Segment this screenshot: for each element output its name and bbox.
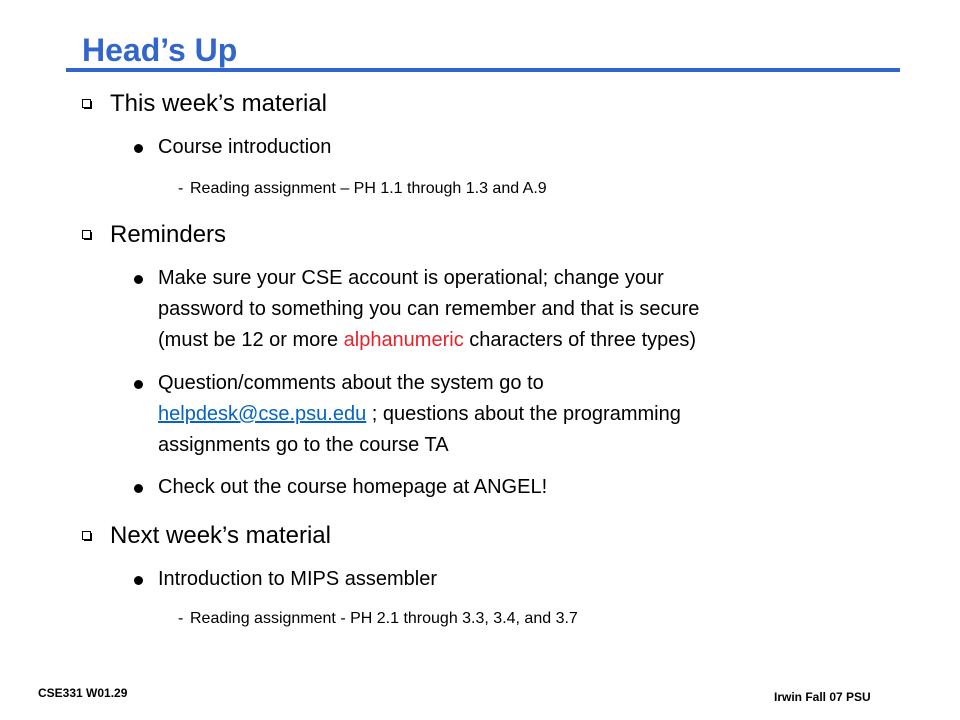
text-span: ; questions about the programming (366, 403, 681, 425)
section-heading: Next week’s material (110, 522, 331, 549)
bullet-text: Reading assignment – PH 1.1 through 1.3 and A.9 (190, 180, 547, 197)
round-bullet-icon (134, 576, 143, 585)
text-line: Question/comments about the system go to (158, 372, 544, 394)
text-line: assignments go to the course TA (158, 434, 449, 456)
square-bullet-icon (82, 230, 92, 240)
bullet-text: Reading assignment - PH 2.1 through 3.3, 3.4, and 3.7 (190, 610, 578, 627)
round-bullet-icon (134, 275, 143, 284)
bullet-text (158, 263, 699, 356)
round-bullet-icon (134, 380, 143, 389)
slide-title: Head’s Up (82, 32, 238, 68)
text-line: password to something you can remember and that is secure (158, 298, 700, 320)
round-bullet-icon (134, 484, 143, 493)
dash-bullet: - (178, 610, 184, 627)
highlight-alphanumeric: alphanumeric (343, 329, 464, 351)
square-bullet-icon (82, 99, 92, 109)
round-bullet-icon (134, 144, 143, 153)
text-span: characters of three types) (463, 329, 697, 351)
bullet-text (158, 368, 681, 461)
text-line (158, 325, 699, 356)
text-span: (must be 12 or more (158, 329, 344, 351)
text-line (158, 399, 681, 430)
bullet-text: Introduction to MIPS assembler (158, 568, 438, 590)
helpdesk-email-link[interactable]: helpdesk@cse.psu.edu (158, 403, 367, 425)
bullet-text: Check out the course homepage at ANGEL! (158, 476, 548, 498)
text-line: Make sure your CSE account is operational; change your (158, 267, 664, 289)
section-heading: This week’s material (110, 90, 327, 117)
section-heading: Reminders (110, 221, 227, 248)
footer-author: Irwin Fall 07 PSU (774, 690, 871, 704)
dash-bullet: - (178, 180, 184, 197)
title-underline (66, 68, 900, 72)
footer-course-code: CSE331 W01.29 (38, 686, 128, 700)
bullet-text: Course introduction (158, 136, 332, 158)
square-bullet-icon (82, 531, 92, 541)
